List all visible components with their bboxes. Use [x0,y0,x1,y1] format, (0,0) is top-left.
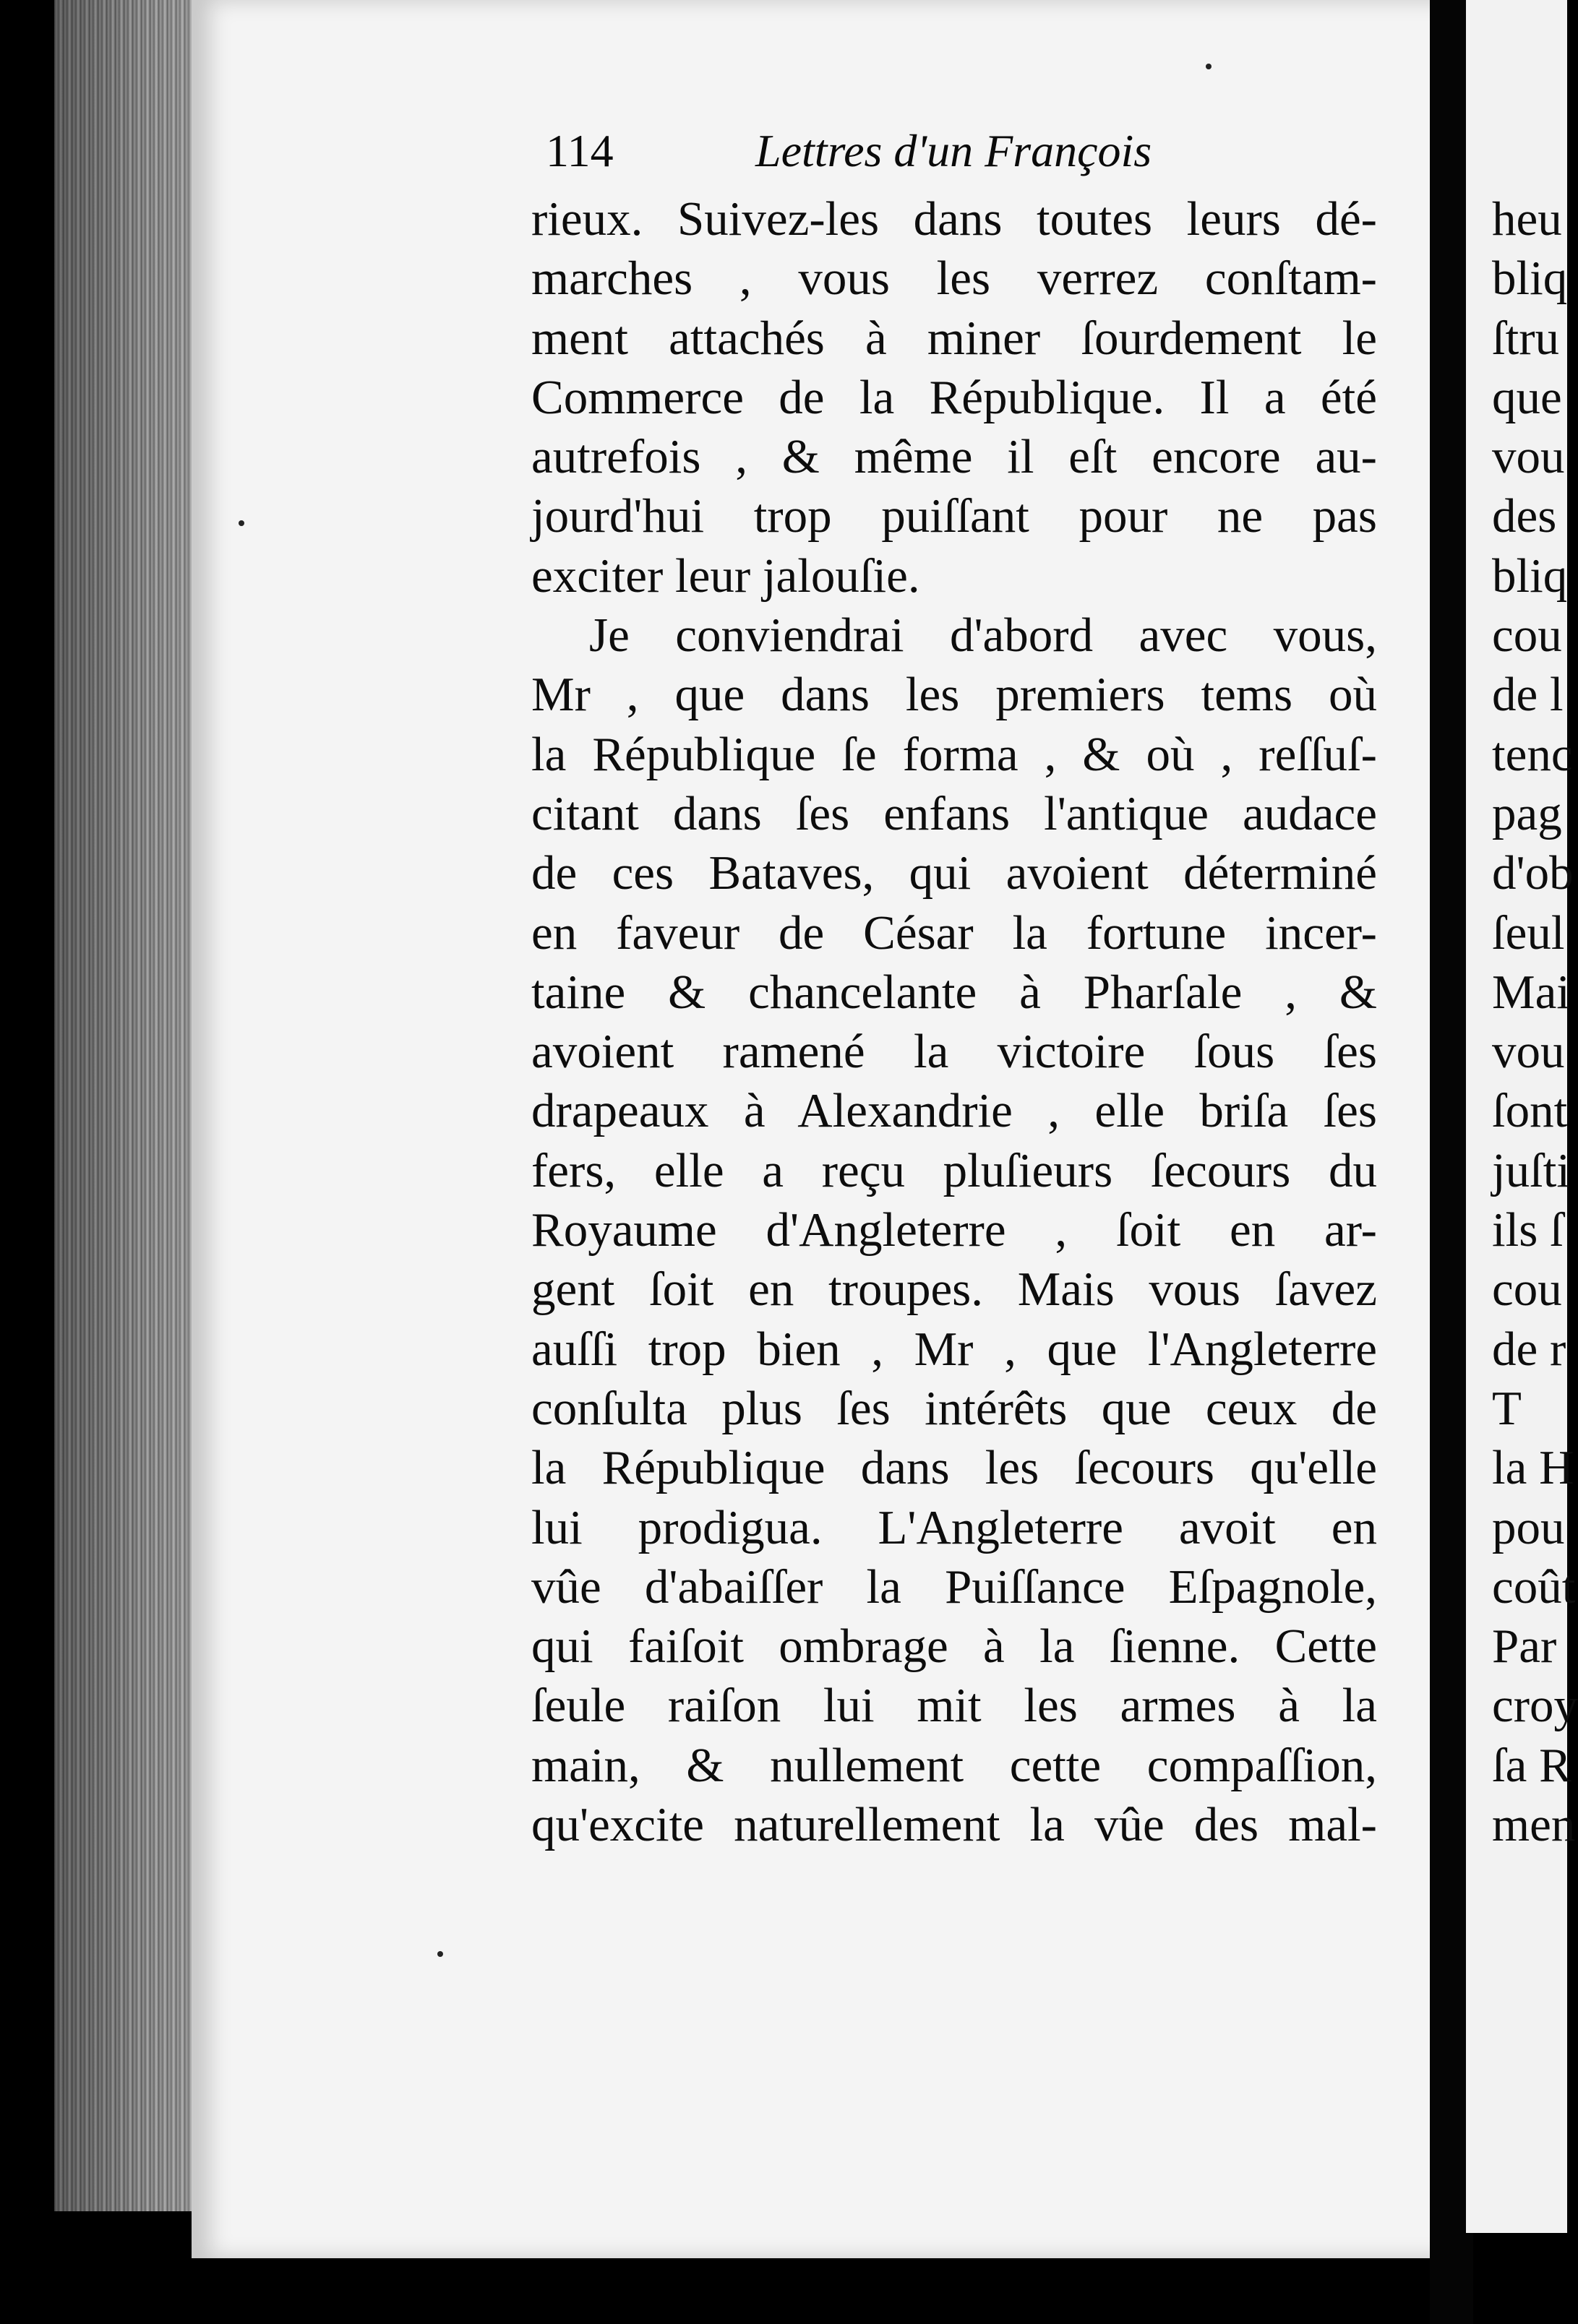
text-line: conſulta plus ſes intérêts que ceux de [531,1381,1377,1435]
facing-text-line: vou [1492,1025,1565,1079]
facing-text-line: heu [1492,192,1562,246]
facing-text-line: d'ob [1492,846,1574,900]
text-line: qu'excite naturellement la vûe des mal- [531,1798,1377,1852]
text-line: la République dans les ſecours qu'elle [531,1441,1377,1495]
text-line: en faveur de César la fortune incer- [531,905,1377,960]
text-line: marches , vous les verrez conſtam- [531,251,1377,306]
text-line: lui prodigua. L'Angleterre avoit en [531,1500,1377,1554]
facing-page-text [1492,189,1578,1854]
text-line: ſeule raiſon lui mit les armes à la [531,1679,1377,1733]
facing-text-line: que [1492,370,1562,424]
text-line: Je conviendrai d'abord avec vous, [589,608,1377,663]
facing-text-line: vou [1492,430,1565,484]
text-line: jourd'hui trop puiſſant pour ne pas [531,489,1377,543]
text-line: fers, elle a reçu pluſieurs ſecours du [531,1143,1377,1197]
text-line: Royaume d'Angleterre , ſoit en ar- [531,1203,1377,1257]
facing-text-line: pou [1492,1500,1565,1554]
facing-text-line: cou [1492,608,1562,663]
ink-speck [437,1951,443,1957]
text-line: vûe d'abaiſſer la Puiſſance Eſpagnole, [531,1559,1377,1614]
body-text [531,189,1377,1854]
text-line: Mr , que dans les premiers tems où [531,668,1377,722]
text-line: la République ſe forma , & où , reſſuſ- [531,727,1377,781]
running-head [546,124,1269,189]
facing-text-line: ſeul [1492,905,1565,960]
text-line: ment attachés à miner ſourdement le [531,311,1377,365]
facing-text-line: des [1492,489,1557,543]
facing-text-line: pag [1492,786,1562,840]
facing-text-line: Par [1492,1619,1557,1674]
facing-text-line: ſa R [1492,1738,1571,1792]
facing-text-line: ſont [1492,1084,1568,1138]
text-line: rieux. Suivez-les dans toutes leurs dé- [531,192,1377,246]
facing-text-line: croy [1492,1679,1578,1733]
facing-text-line: juſti [1492,1143,1570,1197]
facing-text-line: Mai [1492,965,1570,1019]
facing-text-line: de r [1492,1322,1566,1376]
facing-text-line: T [1492,1381,1522,1435]
text-line: taine & chancelante à Pharſale , & [531,965,1377,1019]
facing-text-line: la H [1492,1441,1574,1495]
ink-speck [239,520,244,526]
text-line: avoient ramené la victoire ſous ſes [531,1025,1377,1079]
text-line: gent ſoit en troupes. Mais vous ſavez [531,1262,1377,1317]
facing-text-line: bliq [1492,548,1568,603]
text-line: qui faiſoit ombrage à la ſienne. Cette [531,1619,1377,1674]
text-line: drapeaux à Alexandrie , elle briſa ſes [531,1084,1377,1138]
facing-text-line: ſtru [1492,311,1560,365]
facing-text-line: coût [1492,1559,1576,1614]
text-line: exciter leur jalouſie. [531,548,920,603]
facing-page [1466,0,1578,2233]
text-line: Commerce de la République. Il a été [531,370,1377,424]
facing-text-line: men [1492,1798,1576,1852]
running-title: Lettres d'un François [755,125,1152,176]
facing-text-line: tenc [1492,727,1573,781]
text-line: de ces Bataves, qui avoient déterminé [531,846,1377,900]
ink-speck [1206,64,1212,69]
facing-text-line: bliq [1492,251,1568,306]
text-line: citant dans ſes enfans l'antique audace [531,786,1377,840]
facing-text-line: ils ſ [1492,1203,1564,1257]
text-line: main, & nullement cette compaſſion, [531,1738,1377,1792]
text-line: auſſi trop bien , Mr , que l'Angleterre [531,1322,1377,1376]
text-line: autrefois , & même il eſt encore au- [531,430,1377,484]
page-number: 114 [546,125,614,176]
facing-text-line: de l [1492,668,1564,722]
facing-text-line: cou [1492,1262,1562,1317]
